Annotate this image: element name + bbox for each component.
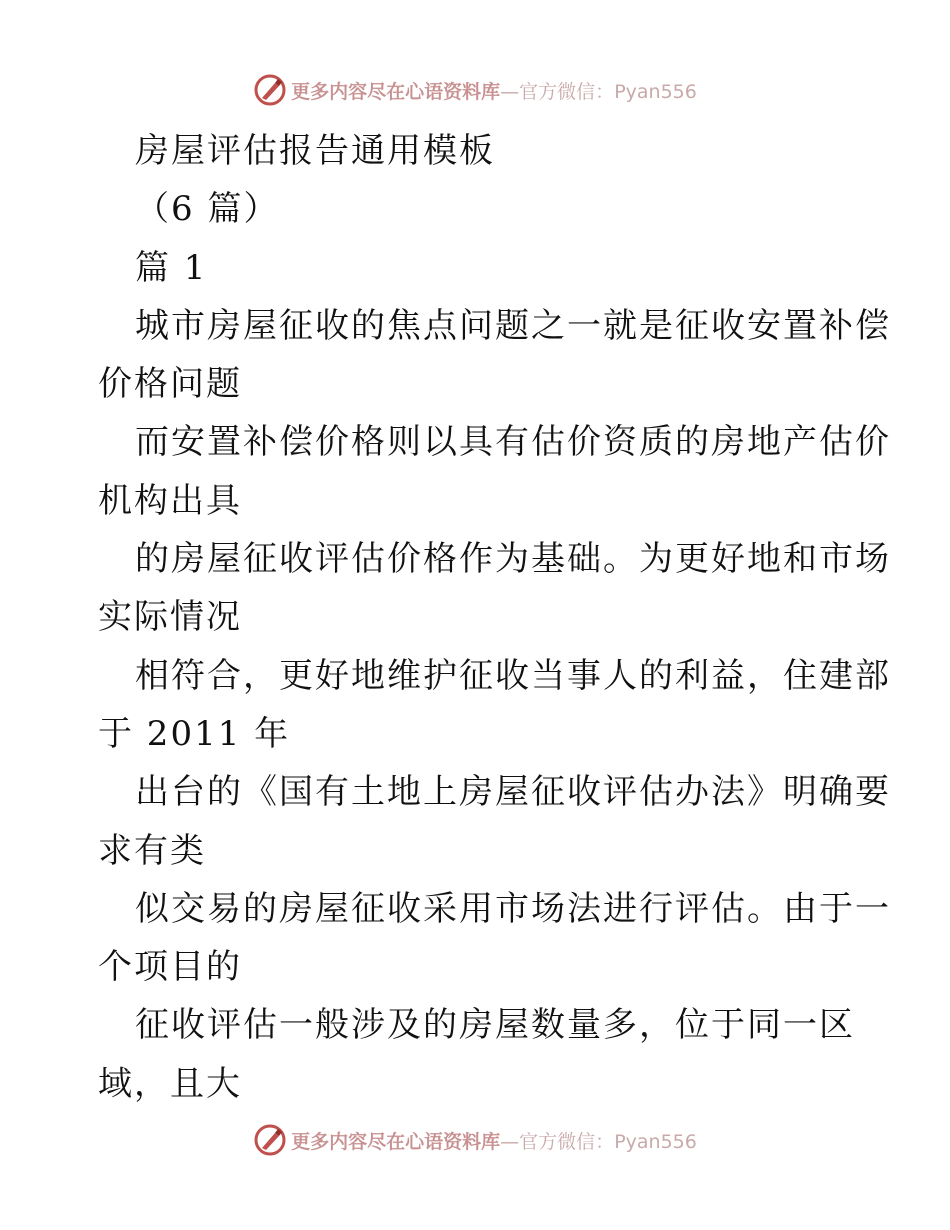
document-body: [98, 122, 891, 1113]
paragraph-lines: [98, 297, 891, 1113]
watermark-text: [291, 1127, 697, 1154]
footer-watermark: [0, 1120, 950, 1160]
watermark-id: Pyan556: [614, 1130, 697, 1153]
watermark-dash: —: [500, 80, 520, 103]
text-line: 实际情况: [98, 597, 242, 638]
section-heading: 篇 1: [135, 247, 208, 288]
watermark-text: [291, 77, 697, 104]
watermark-main: 更多内容尽在心语资料库: [291, 1130, 501, 1153]
text-line: 个项目的: [98, 947, 242, 988]
text-line: 求有类: [98, 830, 206, 871]
text-line: 于 2011 年: [98, 713, 291, 754]
text-line: 出台的《国有土地上房屋征收评估办法》明确要: [135, 772, 891, 813]
text-line: 城市房屋征收的焦点问题之一就是征收安置补偿: [135, 305, 891, 346]
text-line: 似交易的房屋征收采用市场法进行评估。由于一: [135, 888, 891, 929]
watermark-official: 官方微信：: [519, 80, 615, 103]
watermark-id: Pyan556: [614, 80, 697, 103]
watermark-official: 官方微信：: [519, 1130, 615, 1153]
text-line: 的房屋征收评估价格作为基础。为更好地和市场: [135, 539, 891, 580]
text-line: 域，且大: [98, 1063, 242, 1104]
text-line: 价格问题: [98, 364, 242, 405]
text-line: 征收评估一般涉及的房屋数量多，位于同一区: [135, 1005, 855, 1046]
pen-logo-icon: [253, 1123, 287, 1157]
text-line: 而安置补偿价格则以具有估价资质的房地产估价: [135, 422, 891, 463]
text-line: 机构出具: [98, 480, 242, 521]
document-subtitle: （6 篇）: [135, 189, 280, 230]
document-title: 房屋评估报告通用模板: [135, 131, 495, 171]
header-watermark: [0, 70, 950, 110]
text-line: 相符合，更好地维护征收当事人的利益，住建部: [135, 655, 891, 696]
pen-logo-icon: [253, 73, 287, 107]
watermark-dash: —: [500, 1130, 520, 1153]
watermark-main: 更多内容尽在心语资料库: [291, 80, 501, 103]
